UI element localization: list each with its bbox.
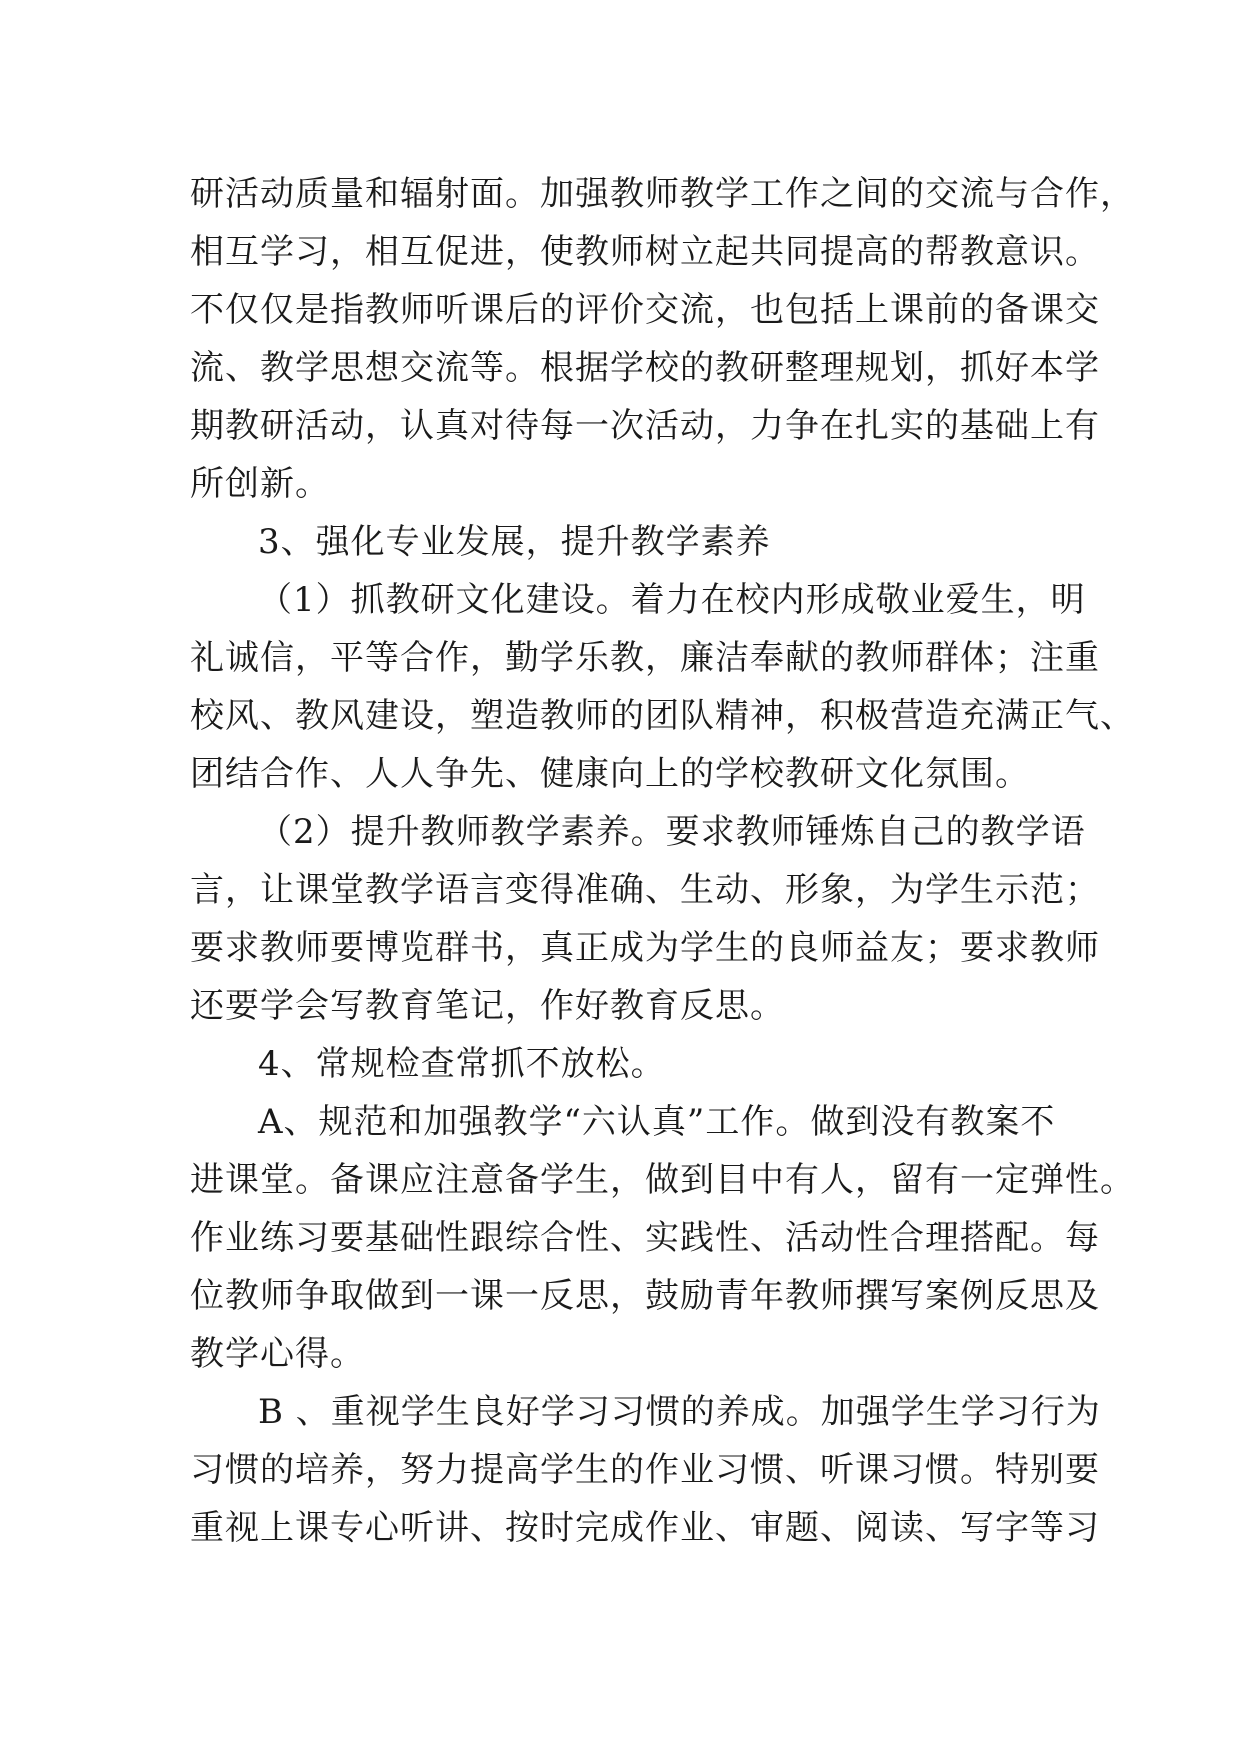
text-line: 4、常规检查常抓不放松。 <box>258 1044 666 1084</box>
text-line: A、规范和加强教学“六认真”工作。做到没有教案不 <box>258 1102 1056 1142</box>
text-line: 所创新。 <box>190 464 330 504</box>
text-line: （1）抓教研文化建设。着力在校内形成敬业爱生，明 <box>258 580 1086 620</box>
text-line: 位教师争取做到一课一反思，鼓励青年教师撰写案例反思及 <box>190 1276 1100 1316</box>
text-line: 研活动质量和辐射面。加强教师教学工作之间的交流与合作， <box>190 174 1135 214</box>
text-line: 期教研活动，认真对待每一次活动，力争在扎实的基础上有 <box>190 406 1100 446</box>
text-line: 要求教师要博览群书，真正成为学生的良师益友；要求教师 <box>190 928 1100 968</box>
text-line: 不仅仅是指教师听课后的评价交流，也包括上课前的备课交 <box>190 290 1100 330</box>
text-line: 重视上课专心听讲、按时完成作业、审题、阅读、写字等习 <box>190 1508 1100 1548</box>
text-line: 3、强化专业发展，提升教学素养 <box>258 522 771 562</box>
text-line: 言，让课堂教学语言变得准确、生动、形象，为学生示范； <box>190 870 1100 910</box>
text-line: B 、重视学生良好学习习惯的养成。加强学生学习行为 <box>258 1392 1101 1432</box>
text-line: 相互学习，相互促进，使教师树立起共同提高的帮教意识。 <box>190 232 1100 272</box>
text-line: 团结合作、人人争先、健康向上的学校教研文化氛围。 <box>190 754 1030 794</box>
text-line: 礼诚信，平等合作，勤学乐教，廉洁奉献的教师群体；注重 <box>190 638 1100 678</box>
document-body <box>190 165 1135 1557</box>
text-line: 习惯的培养，努力提高学生的作业习惯、听课习惯。特别要 <box>190 1450 1100 1490</box>
text-line: 校风、教风建设，塑造教师的团队精神，积极营造充满正气、 <box>190 696 1135 736</box>
text-line: 还要学会写教育笔记，作好教育反思。 <box>190 986 785 1026</box>
text-line: （2）提升教师教学素养。要求教师锤炼自己的教学语 <box>258 812 1086 852</box>
text-line: 作业练习要基础性跟综合性、实践性、活动性合理搭配。每 <box>190 1218 1100 1258</box>
text-line: 进课堂。备课应注意备学生，做到目中有人，留有一定弹性。 <box>190 1160 1135 1200</box>
text-line: 教学心得。 <box>190 1334 365 1374</box>
text-line: 流、教学思想交流等。根据学校的教研整理规划，抓好本学 <box>190 348 1100 388</box>
